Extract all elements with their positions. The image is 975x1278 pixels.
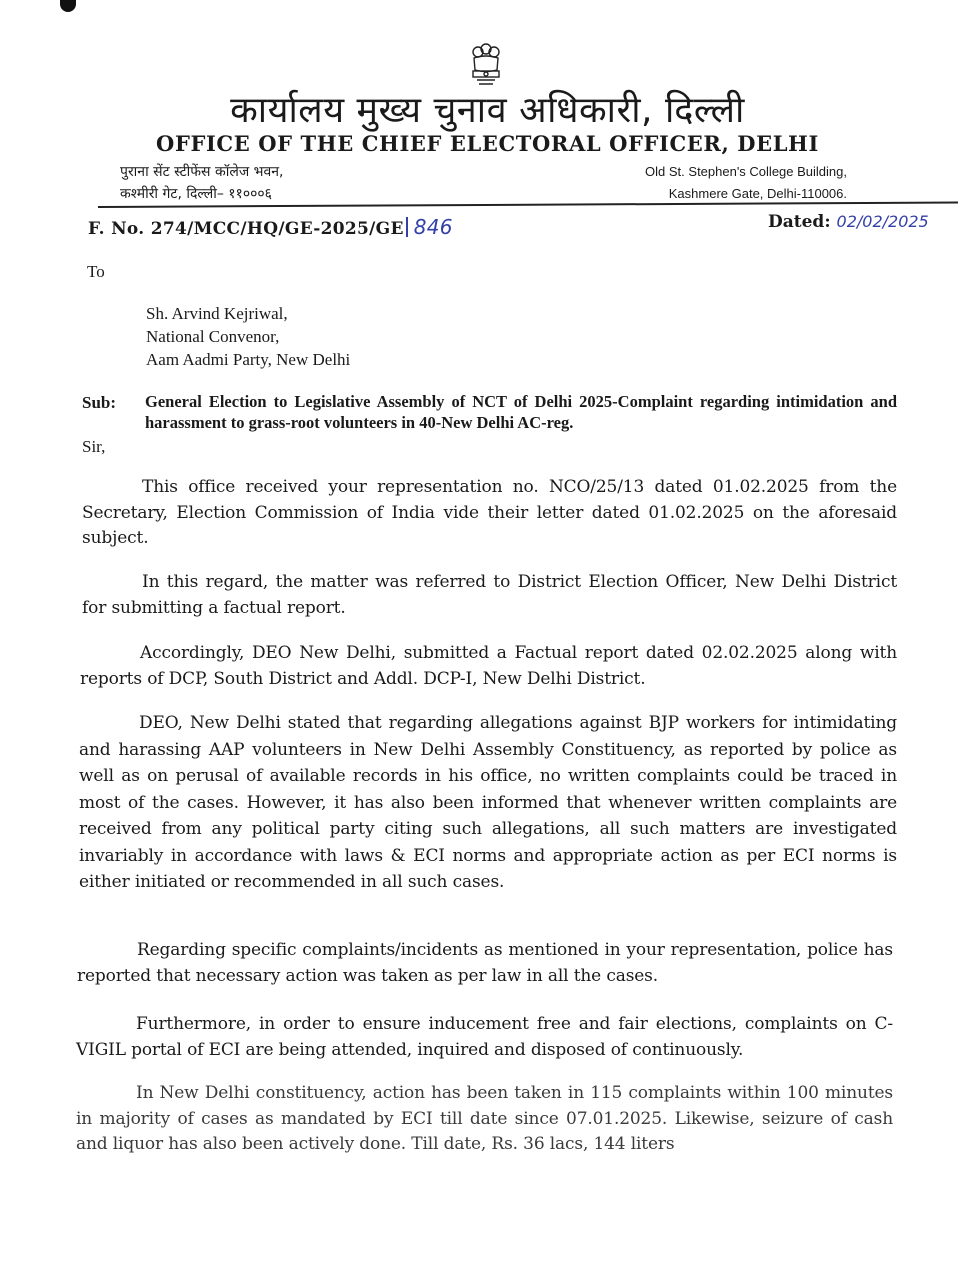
body-paragraph: Accordingly, DEO New Delhi, submitted a Factual report dated 02.02.2025 along with reports of DCP, South District and Addl. DCP-I, New Delhi District. — [80, 643, 897, 689]
file-number-text: F. No. 274/MCC/HQ/GE-2025/GE — [88, 219, 404, 239]
office-title-hindi: कार्यालय मुख्य चुनाव अधिकारी, दिल्ली — [230, 90, 745, 131]
handwritten-separator — [406, 217, 408, 237]
addressee-designation: National Convenor, — [146, 327, 280, 346]
body-paragraph: In this regard, the matter was referred to District Election Officer, New Delhi District for submitting a factual report. — [82, 572, 897, 618]
body-paragraph: DEO, New Delhi stated that regarding allegations against BJP workers for intimidating and harassing AAP volunteers in New Delhi Assembly Constituency, as reported by police as well as on perusal of available records in his office, no written complaints could be traced in most of the cases. However, it has also been informed that whenever written complaints are received from any political party citing such allegations, all such matters are investigated invariably in accordance with laws & ECI norms and appropriate action as per ECI norms is either initiated or recommended in all such cases. — [79, 713, 897, 892]
body-paragraph: In New Delhi constituency, action has been taken in 115 complaints within 100 minutes in majority of cases as mandated by ECI till date since 07.01.2025. Likewise, seizure of cash and liquor has also been actively done. Till date, Rs. 36 lacs, 144 liters — [76, 1083, 893, 1154]
address-english — [645, 161, 847, 205]
body-paragraph: Furthermore, in order to ensure inducement free and fair elections, complaints on C-VIGIL portal of ECI are being attended, inquired and disposed of continuously. — [76, 1014, 893, 1060]
office-title-english: OFFICE OF THE CHIEF ELECTORAL OFFICER, DELHI — [156, 131, 819, 156]
addressee-block — [146, 302, 350, 371]
address-hindi-line2: कश्मीरी गेट, दिल्ली– ११०००६ — [120, 186, 272, 202]
address-hindi — [120, 161, 284, 205]
file-number — [88, 215, 453, 239]
address-english-line2: Kashmere Gate, Delhi-110006. — [668, 186, 847, 201]
salutation: Sir, — [82, 437, 106, 456]
file-number-handwritten: 846 — [413, 215, 453, 239]
body-paragraph: This office received your representation no. NCO/25/13 dated 01.02.2025 from the Secretary, Election Commission of India vide their letter dated 01.02.2025 on the aforesaid subject. — [82, 477, 897, 548]
addressee-organisation: Aam Aadmi Party, New Delhi — [146, 350, 351, 369]
national-emblem-icon — [466, 40, 506, 88]
dated-field — [768, 212, 929, 232]
ink-dot — [60, 0, 76, 12]
address-hindi-line1: पुराना सेंट स्टीफेंस कॉलेज भवन, — [120, 164, 284, 180]
dated-label: Dated: — [768, 212, 831, 232]
body-paragraph: Regarding specific complaints/incidents as mentioned in your representation, police has reported that necessary action was taken as per law in all the cases. — [77, 940, 893, 986]
to-label: To — [87, 262, 105, 281]
subject-text: General Election to Legislative Assembly of NCT of Delhi 2025-Complaint regarding intimidation and harassment to grass-root volunteers in 40-New Delhi AC-reg. — [145, 392, 897, 432]
subject-label: Sub: — [82, 393, 117, 412]
address-english-line1: Old St. Stephen's College Building, — [645, 164, 847, 179]
addressee-name: Sh. Arvind Kejriwal, — [146, 304, 288, 323]
dated-value-handwritten: 02/02/2025 — [836, 212, 929, 231]
